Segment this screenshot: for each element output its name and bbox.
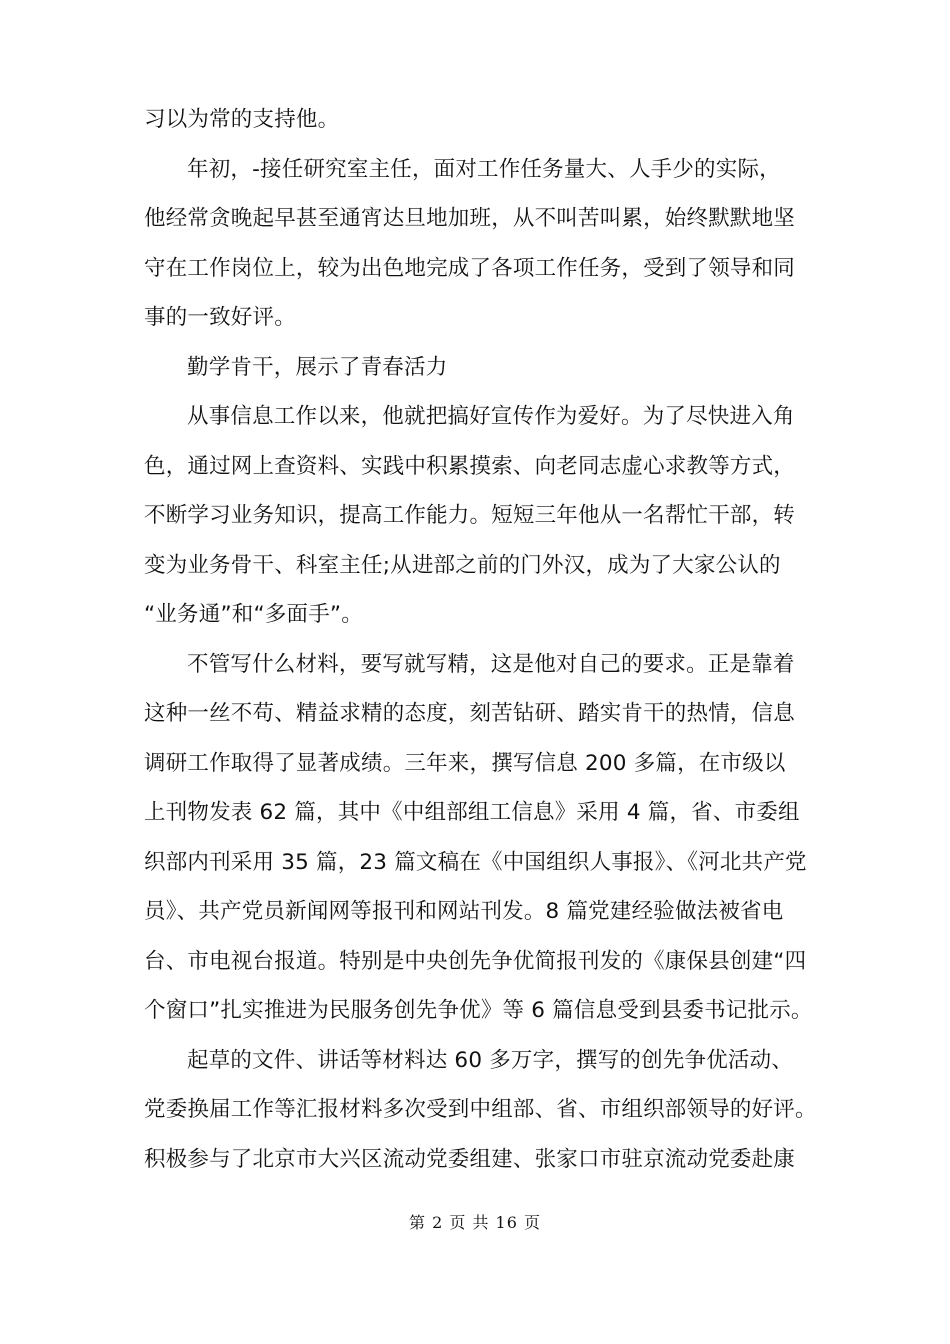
text-line: 不断学习业务知识，提高工作能力。短短三年他从一名帮忙干部，转 — [144, 503, 796, 528]
text-line: 习以为常的支持他。 — [144, 107, 340, 132]
text-line: 不管写什么材料，要写就写精，这是他对自己的要求。正是靠着 — [187, 651, 795, 677]
text-line: 守在工作岗位上，较为出色地完成了各项工作任务，受到了领导和同 — [144, 255, 796, 281]
page-number-footer: 第 2 页 共 16 页 — [409, 1213, 541, 1232]
section-heading: 勤学肯干，展示了青春活力 — [187, 354, 448, 380]
text-line: 积极参与了北京市大兴区流动党委组建、张家口市驻京流动党委赴康 — [144, 1146, 796, 1172]
text-line: 织部内刊采用 35 篇，23 篇文稿在《中国组织人事报》、《河北共产党 — [144, 849, 807, 875]
text-line: 他经常贪晚起早甚至通宵达旦地加班，从不叫苦叫累，始终默默地坚 — [144, 206, 796, 231]
text-line: 年初，-接任研究室主任，面对工作任务量大、人手少的实际， — [187, 156, 781, 182]
text-line: 员》、共产党员新闻网等报刊和网站刊发。8 篇党建经验做法被省电 — [144, 899, 784, 924]
text-line: 色，通过网上查资料、实践中积累摸索、向老同志虚心求教等方式， — [144, 453, 796, 479]
text-line: 上刊物发表 62 篇，其中《中组部组工信息》采用 4 篇，省、市委组 — [144, 800, 800, 825]
text-line: 这种一丝不苟、精益求精的态度，刻苦钻研、踏实肯干的热情，信息 — [144, 701, 796, 726]
text-line: 党委换届工作等汇报材料多次受到中组部、省、市组织部领导的好评。 — [144, 1097, 817, 1122]
text-line: 个窗口”扎实推进为民服务创先争优》等 6 篇信息受到县委书记批示。 — [144, 998, 813, 1023]
text-line: 台、市电视台报道。特别是中央创先争优简报刊发的《康保县创建“四 — [144, 948, 807, 974]
text-line: 变为业务骨干、科室主任;从进部之前的门外汉，成为了大家公认的 — [144, 552, 781, 578]
text-line: 调研工作取得了显著成绩。三年来，撰写信息 200 多篇，在市级以 — [144, 750, 786, 776]
text-line: “业务通”和“多面手”。 — [144, 602, 363, 627]
document-body — [144, 95, 817, 1184]
text-line: 起草的文件、讲话等材料达 60 多万字，撰写的创先争优活动、 — [187, 1047, 794, 1073]
text-line: 事的一致好评。 — [144, 305, 296, 330]
text-line: 从事信息工作以来，他就把搞好宣传作为爱好。为了尽快进入角 — [187, 404, 795, 429]
